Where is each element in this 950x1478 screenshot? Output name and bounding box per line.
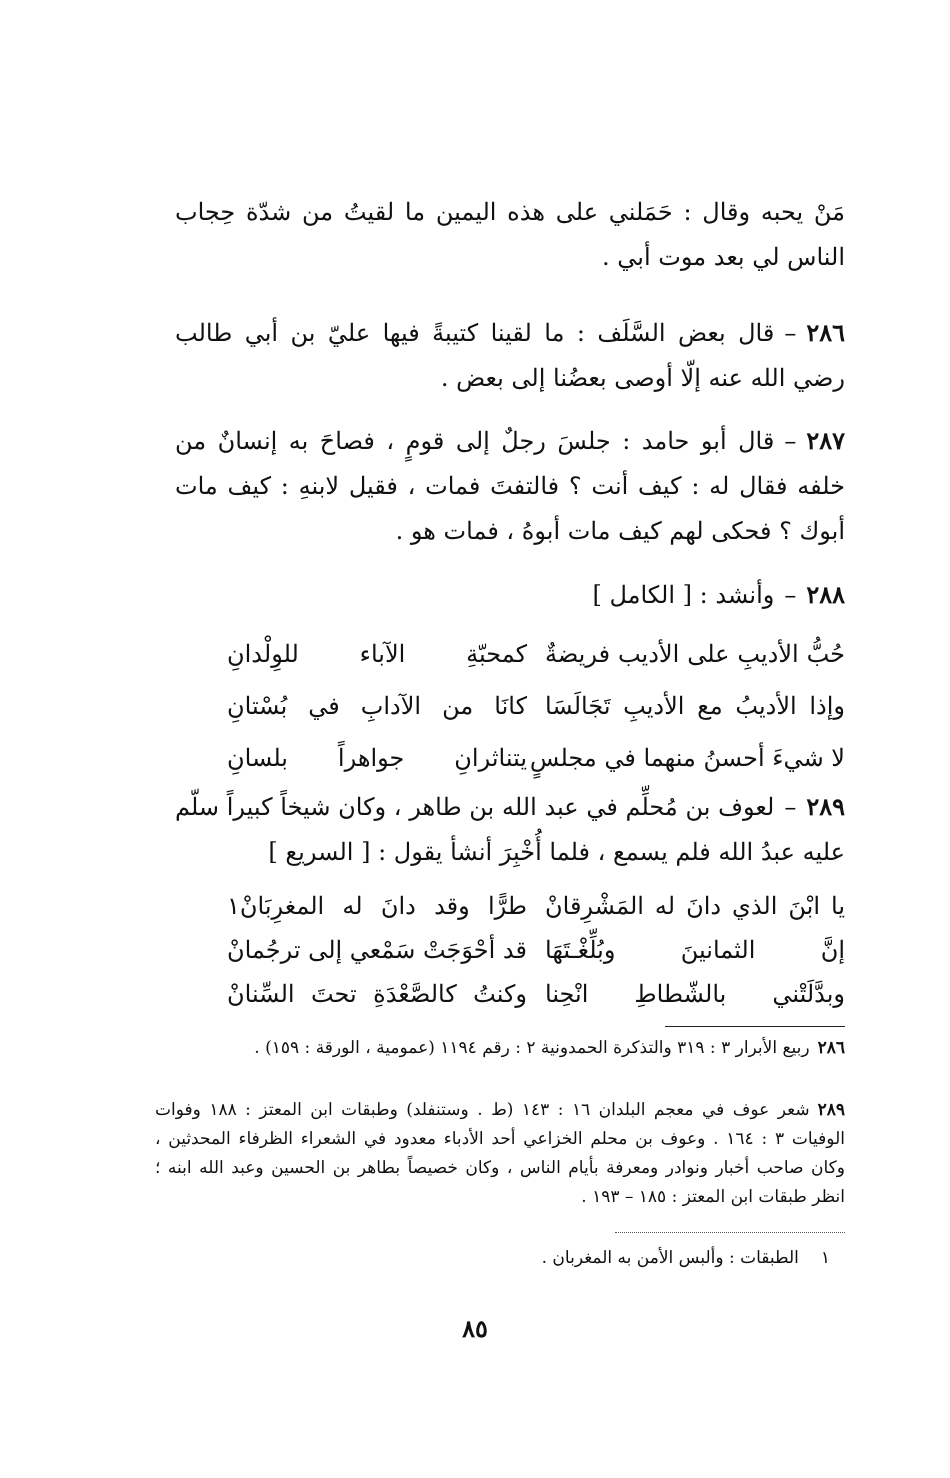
entry-288 — [592, 572, 845, 618]
entry-text: لعوف بن مُحلِّم في عبد الله بن طاهر ، وكان شيخاً كبيراً سلّم عليه عبدُ الله فلم يسمع ، فلما أُخْبِرَ أنشأ يقول : [ السريع ] — [175, 793, 845, 866]
entry-text: قال أبو حامد : جلسَ رجلٌ إلى قومٍ ، فصاحَ به إنسانٌ من خلفه فقال له : كيف أنت ؟ فالتفتَ فمات ، فقيل لابنهِ : كيف مات أبوك ؟ فحكى لهم كيف مات أبوهُ ، فمات هو . — [175, 427, 845, 545]
page-number: ٨٥ — [462, 1314, 488, 1343]
footnote-number: ١ — [820, 1248, 830, 1268]
entry-dash: – — [784, 793, 797, 821]
verse-second-hemistich: قد أحْوَجَتْ سَمْعي إلى ترجُمانْ — [226, 936, 527, 964]
verse-second-hemistich: طرًّا وقد دانَ له المغرِبَانْ١ — [227, 892, 527, 920]
verse-288-1 — [227, 628, 845, 680]
footnote — [542, 1244, 830, 1273]
entry-dash: – — [784, 581, 797, 609]
verse-second-hemistich: وكنتُ كالصَّعْدَةِ تحتَ السِّنانْ — [227, 980, 527, 1008]
note-number: ٢٨٦ — [817, 1038, 845, 1058]
entry-number: ٢٨٧ — [806, 426, 845, 455]
source-note-286 — [155, 1034, 845, 1063]
verse-first-hemistich: يا ابْنَ الذي دانَ له المَشْرِقانْ — [545, 892, 845, 920]
verse-first-hemistich: وإذا الأديبُ مع الأديبِ تَجَالَسَا — [545, 692, 845, 720]
note-text: شعر عوف في معجم البلدان ١٦ : ١٤٣ (ط . وستنفلد) وطبقات ابن المعتز : ١٨٨ وفوات الوفيات ٣ : ١٦٤ . وعوف بن محلم الخزاعي أحد الأدباء معدود في الشعراء الظرفاء المحدثين ، وكان صاحب أخبار ونوادر ومعرفة بأيام الناس ، وكان خصيصاً بطاهر بن الحسين وعبد الله ابنه ؛ انظر طبقات ابن المعتز : ١٨٥ – ١٩٣ . — [155, 1100, 845, 1207]
verse-second-hemistich: يتناثرانِ جواهراً بلسانِ — [227, 744, 527, 772]
notes-separator-rule — [665, 1026, 845, 1027]
intro-paragraph — [175, 190, 845, 280]
entry-number: ٢٨٨ — [806, 580, 845, 609]
verse-second-hemistich: كمحبّةِ الآباء للوِلْدانِ — [227, 640, 527, 668]
entry-text: قال بعض السَّلَف : ما لقينا كتيبةً فيها عليّ بن أبي طالب رضي الله عنه إلّا أوصى بعضُنا إلى بعض . — [175, 319, 845, 392]
entry-289 — [175, 784, 845, 875]
verse-first-hemistich: لا شيءَ أحسنُ منهما في مجلسٍ — [529, 744, 845, 772]
verse-first-hemistich: وبدَّلَتْني بالشّطاطِ انْحِنا — [545, 980, 845, 1008]
entry-286 — [175, 310, 845, 401]
verse-first-hemistich: حُبُّ الأديبِ على الأديب فريضةٌ — [545, 640, 845, 668]
footnote-text: الطبقات : وألبس الأمن به المغربان . — [541, 1248, 799, 1268]
verse-288-2 — [227, 680, 845, 732]
note-text: ربيع الأبرار ٣ : ٣١٩ والتذكرة الحمدونية ٢ : رقم ١١٩٤ (عمومية ، الورقة : ١٥٩) . — [254, 1038, 810, 1058]
note-number: ٢٨٩ — [817, 1100, 845, 1120]
entry-287 — [175, 418, 845, 554]
entry-dash: – — [784, 427, 797, 455]
verse-288-3 — [227, 732, 845, 784]
verse-first-hemistich: إنَّ الثمانينَ وبُلِّغْـتَهَا — [545, 936, 845, 964]
entry-number: ٢٨٦ — [806, 318, 845, 347]
source-note-289 — [155, 1096, 845, 1212]
entry-text: وأنشد : [ الكامل ] — [592, 581, 775, 609]
verse-289-3 — [227, 968, 845, 1020]
entry-number: ٢٨٩ — [806, 792, 845, 821]
entry-dash: – — [784, 319, 797, 347]
intro-text: مَنْ يحبه وقال : حَمَلني على هذه اليمين ما لقيتُ من شدّة حِجاب الناس لي بعد موت أبي . — [175, 198, 845, 271]
footnote-separator — [615, 1232, 845, 1233]
verse-second-hemistich: كانَا من الآدابِ في بُسْتانِ — [227, 692, 527, 720]
